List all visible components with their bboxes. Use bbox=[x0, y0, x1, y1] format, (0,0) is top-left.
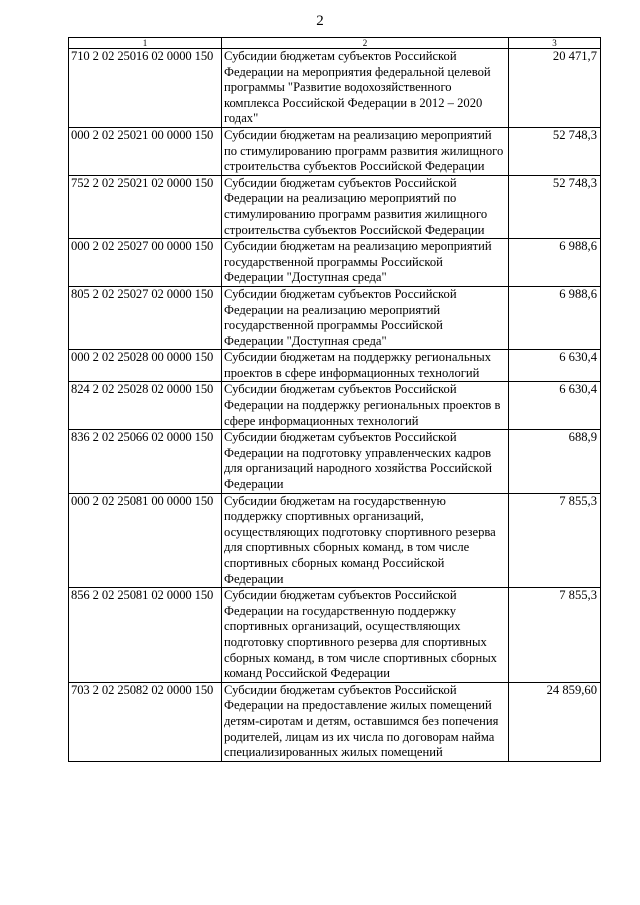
table-row bbox=[69, 382, 601, 430]
amount-cell: 6 988,6 bbox=[509, 239, 601, 287]
table-body bbox=[69, 49, 601, 762]
budget-code-cell: 824 2 02 25028 02 0000 150 bbox=[69, 382, 222, 430]
description-cell: Субсидии бюджетам субъектов Российской Федерации на государственную поддержку спортивных организаций, осуществляющих подготовку спортивного резерва для спортивных сборных команд, в том числе спортивных сборных команд Российской Федерации bbox=[222, 588, 509, 683]
page-number: 2 bbox=[316, 13, 324, 29]
budget-code-cell: 752 2 02 25021 02 0000 150 bbox=[69, 175, 222, 238]
amount-cell: 6 630,4 bbox=[509, 350, 601, 382]
budget-table bbox=[68, 37, 601, 762]
table-row bbox=[69, 682, 601, 761]
amount-cell: 7 855,3 bbox=[509, 493, 601, 588]
budget-code-cell: 000 2 02 25081 00 0000 150 bbox=[69, 493, 222, 588]
table-row bbox=[69, 49, 601, 128]
table-row bbox=[69, 493, 601, 588]
budget-code-cell: 710 2 02 25016 02 0000 150 bbox=[69, 49, 222, 128]
column-header: 1 bbox=[69, 38, 222, 49]
table-header-row bbox=[69, 38, 601, 49]
budget-code-cell: 000 2 02 25028 00 0000 150 bbox=[69, 350, 222, 382]
description-cell: Субсидии бюджетам субъектов Российской Федерации на реализацию мероприятий по стимулированию программ развития жилищного строительства субъектов Российской Федерации bbox=[222, 175, 509, 238]
description-cell: Субсидии бюджетам на реализацию мероприятий по стимулированию программ развития жилищного строительства субъектов Российской Федерации bbox=[222, 127, 509, 175]
budget-code-cell: 836 2 02 25066 02 0000 150 bbox=[69, 430, 222, 493]
table-row bbox=[69, 350, 601, 382]
budget-code-cell: 000 2 02 25027 00 0000 150 bbox=[69, 239, 222, 287]
description-cell: Субсидии бюджетам субъектов Российской Федерации на поддержку региональных проектов в сфере информационных технологий bbox=[222, 382, 509, 430]
amount-cell: 6 630,4 bbox=[509, 382, 601, 430]
budget-code-cell: 703 2 02 25082 02 0000 150 bbox=[69, 682, 222, 761]
amount-cell: 7 855,3 bbox=[509, 588, 601, 683]
table-row bbox=[69, 127, 601, 175]
description-cell: Субсидии бюджетам субъектов Российской Федерации на предоставление жилых помещений детям-сиротам и детям, оставшимся без попечения родителей, лицам из их числа по договорам найма специализированных жилых помещений bbox=[222, 682, 509, 761]
description-cell: Субсидии бюджетам субъектов Российской Федерации на мероприятия федеральной целевой программы "Развитие водохозяйственного комплекса Российской Федерации в 2012 – 2020 годах" bbox=[222, 49, 509, 128]
table-row bbox=[69, 430, 601, 493]
amount-cell: 52 748,3 bbox=[509, 127, 601, 175]
amount-cell: 20 471,7 bbox=[509, 49, 601, 128]
budget-code-cell: 000 2 02 25021 00 0000 150 bbox=[69, 127, 222, 175]
table-row bbox=[69, 588, 601, 683]
amount-cell: 24 859,60 bbox=[509, 682, 601, 761]
table-row bbox=[69, 239, 601, 287]
column-header: 3 bbox=[509, 38, 601, 49]
amount-cell: 6 988,6 bbox=[509, 286, 601, 349]
amount-cell: 52 748,3 bbox=[509, 175, 601, 238]
column-header: 2 bbox=[222, 38, 509, 49]
budget-code-cell: 805 2 02 25027 02 0000 150 bbox=[69, 286, 222, 349]
table-row bbox=[69, 175, 601, 238]
description-cell: Субсидии бюджетам субъектов Российской Федерации на подготовку управленческих кадров для организаций народного хозяйства Российской Федерации bbox=[222, 430, 509, 493]
table-row bbox=[69, 286, 601, 349]
description-cell: Субсидии бюджетам субъектов Российской Федерации на реализацию мероприятий государственной программы Российской Федерации "Доступная среда" bbox=[222, 286, 509, 349]
description-cell: Субсидии бюджетам на поддержку региональных проектов в сфере информационных технологий bbox=[222, 350, 509, 382]
amount-cell: 688,9 bbox=[509, 430, 601, 493]
description-cell: Субсидии бюджетам на государственную поддержку спортивных организаций, осуществляющих подготовку спортивного резерва для спортивных сборных команд, в том числе спортивных сборных команд Российской Федерации bbox=[222, 493, 509, 588]
description-cell: Субсидии бюджетам на реализацию мероприятий государственной программы Российской Федерации "Доступная среда" bbox=[222, 239, 509, 287]
budget-code-cell: 856 2 02 25081 02 0000 150 bbox=[69, 588, 222, 683]
